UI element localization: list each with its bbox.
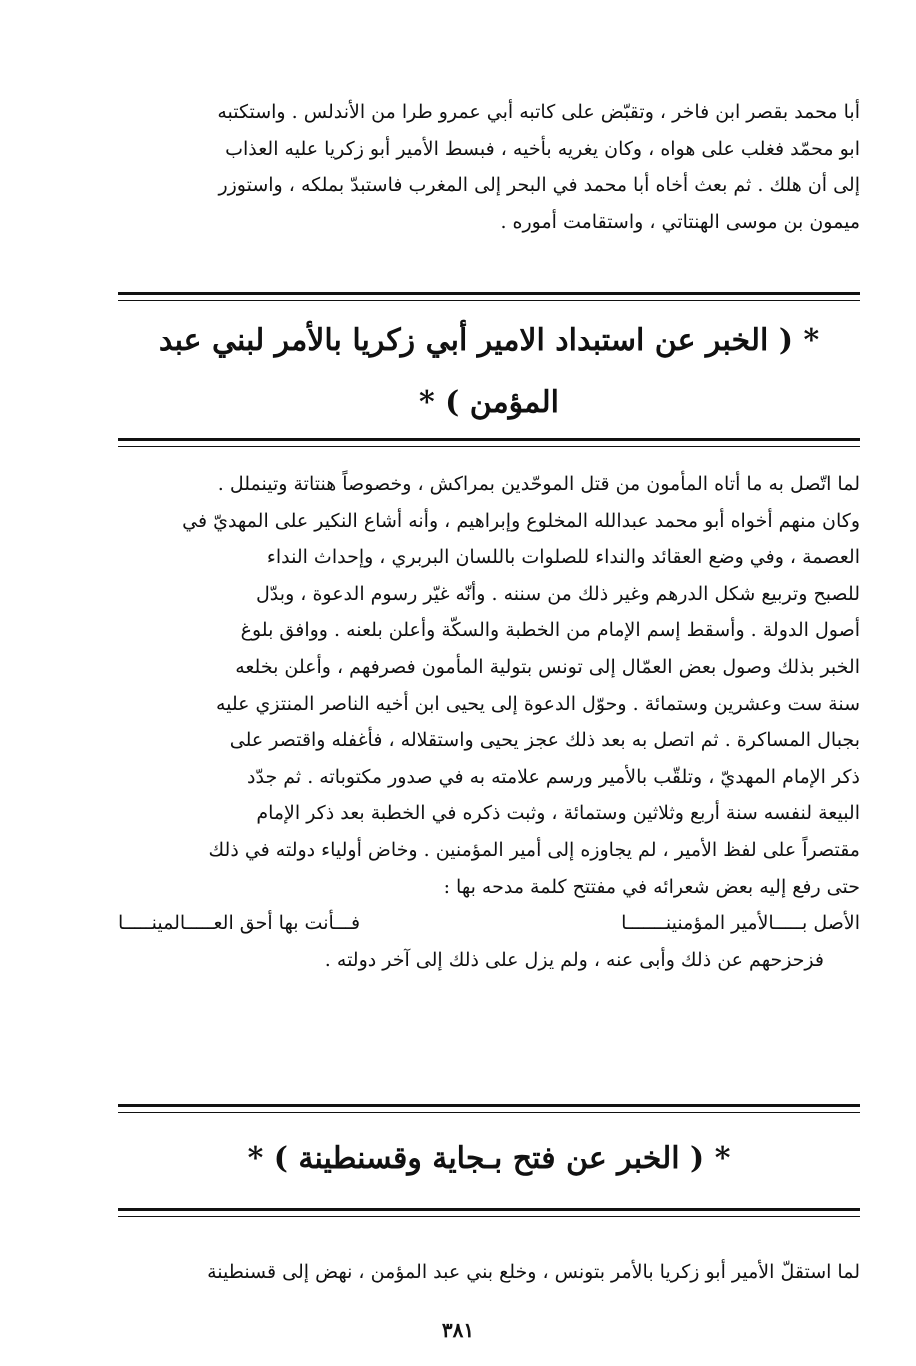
text-line: بجبال المساكرة . ثم اتصل به بعد ذلك عجز يحيى واستقلاله ، فأغفله واقتصر على (229, 729, 860, 752)
section-divider-thin (118, 300, 860, 301)
text-line: إلى أن هلك . ثم بعث أخاه أبا محمد في البحر إلى المغرب فاستبدّ بملكه ، واستوزر (218, 174, 860, 197)
text-line: للصبح وتربيع شكل الدرهم وغير ذلك من سننه . وأنّه غيّر رسوم الدعوة ، وبدّل (256, 582, 860, 605)
text-line: البيعة لنفسه سنة أربع وثلاثين وستمائة ، وثبت ذكره في الخطبة بعد ذكر الإمام (256, 802, 860, 825)
verse-first-hemistich: الأصل بـــــالأمير المؤمنينـــــــا (621, 912, 860, 935)
bottom-paragraph (118, 1254, 860, 1291)
text-line: وكان منهم أخواه أبو محمد عبدالله المخلوع وإبراهيم ، وأنه أشاع النكير على المهديّ في (182, 509, 860, 532)
text-line: حتى رفع إليه بعض شعرائه في مفتتح كلمة مدحه بها : (443, 875, 860, 898)
section-heading-2 (118, 1128, 860, 1190)
heading-line: * ( الخبر عن استبداد الامير أبي زكريا بالأمر لبني عبد (158, 323, 820, 358)
section-divider (118, 292, 860, 295)
text-line: فزحزحهم عن ذلك وأبى عنه ، ولم يزل على ذلك إلى آخر دولته . (324, 948, 824, 971)
poem-verse (118, 905, 860, 942)
text-line: سنة ست وعشرين وستمائة . وحوّل الدعوة إلى يحيى ابن أخيه الناصر المنتزي عليه (215, 692, 860, 715)
text-line: ابو محمّد فغلب على هواه ، وكان يغريه بأخيه ، فبسط الأمير أبو زكريا عليه العذاب (225, 137, 860, 160)
text-line: الخبر بذلك وصول بعض العمّال إلى تونس بتولية المأمون فصرفهم ، وأعلن بخلعه (235, 655, 860, 678)
text-line: أبا محمد بقصر ابن فاخر ، وتقبّض على كاتبه أبي عمرو طرا من الأندلس . واستكتبه (217, 101, 860, 123)
top-paragraph (118, 94, 860, 240)
section-divider (118, 438, 860, 441)
text-line: لما استقلّ الأمير أبو زكريا بالأمر بتونس ، وخلع بني عبد المؤمن ، نهض إلى قسنطينة (207, 1261, 860, 1283)
text-line: ذكر الإمام المهديّ ، وتلقّب بالأمير ورسم علامته به في صدور مكتوباته . ثم جدّد (247, 765, 860, 788)
page-number: ٣٨١ (441, 1318, 475, 1342)
section-divider-thin (118, 1112, 860, 1113)
section-divider-thin (118, 446, 860, 447)
text-line: مقتصراً على لفظ الأمير ، لم يجاوزه إلى أمير المؤمنين . وخاض أولياء دولته في ذلك (208, 838, 860, 861)
section-heading-1 (118, 310, 860, 434)
section-divider-thin (118, 1216, 860, 1217)
main-paragraph (118, 466, 860, 978)
text-line: العصمة ، وفي وضع العقائد والنداء للصلوات باللسان البربري ، وإحداث النداء (266, 546, 860, 569)
heading-line: المؤمن ) * (419, 385, 559, 420)
section-divider (118, 1104, 860, 1107)
text-line: أصول الدولة . وأسقط إسم الإمام من الخطبة والسكّة وأعلن بلعنه . ووافق بلوغ (240, 619, 860, 642)
section-divider (118, 1208, 860, 1211)
text-line: ميمون بن موسى الهنتاتي ، واستقامت أموره . (500, 210, 860, 233)
verse-second-hemistich: فـــأنت بها أحق العـــــالمينـــــا (118, 912, 361, 935)
heading-line: * ( الخبر عن فتح بـجاية وقسنطينة ) * (247, 1141, 731, 1176)
text-line: لما اتّصل به ما أتاه المأمون من قتل الموحّدين بمراكش ، وخصوصاً هنتاتة وتينملل . (217, 473, 860, 495)
